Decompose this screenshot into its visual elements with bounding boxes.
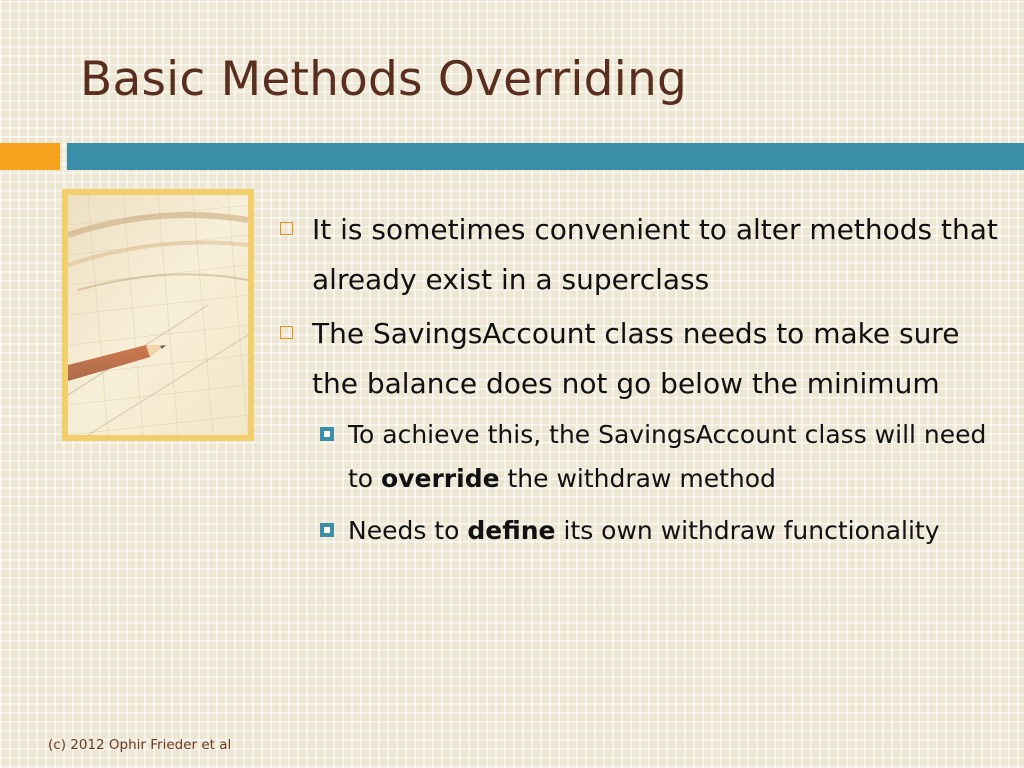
sub-bullet-text-after: its own withdraw functionality	[555, 516, 940, 545]
bullet-text: The SavingsAccount class needs to make sure the balance does not go below the minimum	[312, 317, 960, 400]
teal-title-bar	[67, 143, 1024, 170]
bullet-item	[278, 309, 998, 409]
sub-bullet-text-before: To achieve this, the SavingsAccount class will need to	[348, 420, 987, 493]
sub-bullet-emphasis: override	[381, 464, 500, 493]
sub-bullet-text-after: the withdraw method	[499, 464, 776, 493]
slide-title: Basic Methods Overriding	[80, 52, 687, 107]
content-area	[278, 205, 998, 561]
orange-accent-bar	[0, 143, 60, 170]
filled-square-icon	[320, 523, 334, 537]
bullet-text: It is sometimes convenient to alter methods that already exist in a superclass	[312, 213, 998, 296]
bullet-item	[278, 205, 998, 305]
photo-frame	[62, 189, 254, 441]
sub-bullet-text-before: Needs to	[348, 516, 468, 545]
footer-copyright: (c) 2012 Ophir Frieder et al	[48, 737, 232, 753]
hollow-square-icon	[280, 326, 293, 339]
pencil-image	[68, 195, 248, 435]
sub-bullet-item	[318, 413, 988, 501]
hollow-square-icon	[280, 222, 293, 235]
sub-bullet-item	[318, 509, 988, 553]
filled-square-icon	[320, 427, 334, 441]
sub-bullet-list	[278, 413, 998, 553]
sub-bullet-emphasis: define	[467, 516, 556, 545]
